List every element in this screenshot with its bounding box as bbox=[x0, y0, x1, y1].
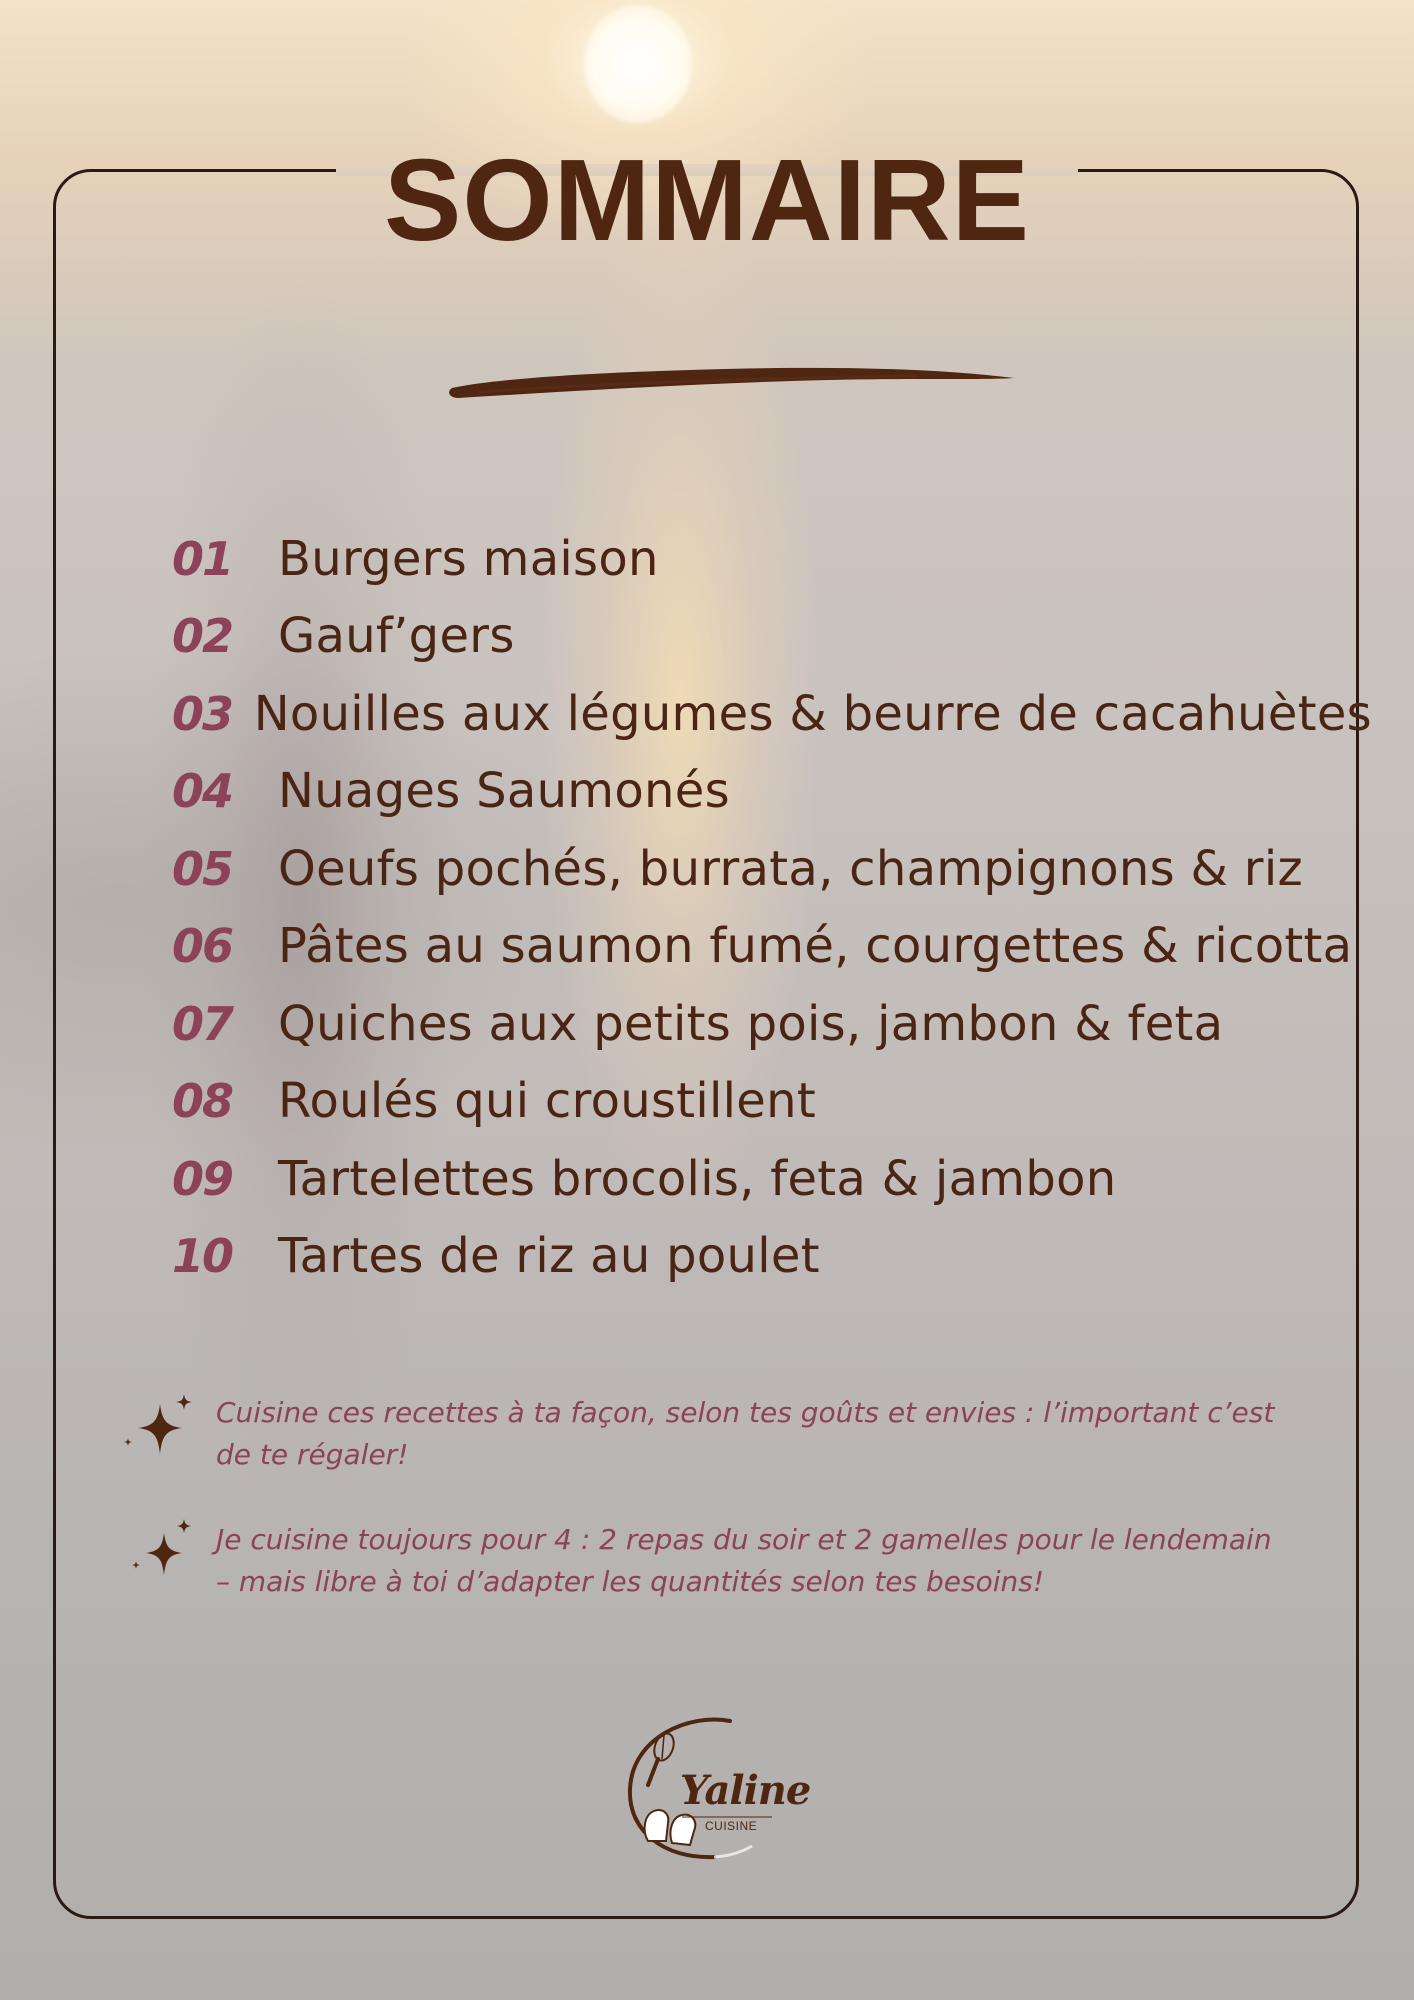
toc-item[interactable] bbox=[172, 1140, 1372, 1218]
toc-item[interactable] bbox=[172, 1063, 1372, 1141]
toc-label: Gauf’gers bbox=[278, 608, 515, 665]
toc-label: Tartelettes brocolis, feta & jambon bbox=[278, 1150, 1117, 1207]
table-of-contents bbox=[172, 520, 1372, 1295]
toc-number: 08 bbox=[172, 1074, 233, 1129]
toc-label: Burgers maison bbox=[278, 530, 659, 587]
toc-item[interactable] bbox=[172, 598, 1372, 676]
toc-number: 04 bbox=[172, 764, 233, 819]
toc-number: 03 bbox=[172, 686, 233, 741]
toc-label: Tartes de riz au poulet bbox=[278, 1228, 820, 1285]
toc-item[interactable] bbox=[172, 675, 1372, 753]
logo-subtitle: CUISINE bbox=[705, 1819, 758, 1833]
toc-item[interactable] bbox=[172, 753, 1372, 831]
toc-item[interactable] bbox=[172, 908, 1372, 986]
toc-label: Nouilles aux légumes & beurre de cacahuètes bbox=[253, 685, 1372, 742]
toc-number: 10 bbox=[172, 1229, 233, 1284]
whisk-icon bbox=[640, 1729, 680, 1789]
toc-number: 07 bbox=[172, 996, 233, 1051]
sparkle-icon bbox=[122, 1519, 192, 1589]
note-text: Cuisine ces recettes à ta façon, selon tes goûts et envies : l’important c’est de te régaler! bbox=[216, 1396, 1275, 1471]
toc-label: Quiches aux petits pois, jambon & feta bbox=[278, 995, 1224, 1052]
brush-stroke-divider bbox=[448, 358, 1018, 408]
toc-item[interactable] bbox=[172, 520, 1372, 598]
toc-label: Pâtes au saumon fumé, courgettes & ricotta bbox=[278, 918, 1353, 975]
toc-label: Nuages Saumonés bbox=[278, 763, 730, 820]
toc-label: Oeufs pochés, burrata, champignons & riz bbox=[278, 840, 1303, 897]
page-title: SOMMAIRE bbox=[384, 135, 1030, 265]
toc-number: 09 bbox=[172, 1151, 233, 1206]
toc-item[interactable] bbox=[172, 1218, 1372, 1296]
toc-item[interactable] bbox=[172, 830, 1372, 908]
toc-label: Roulés qui croustillent bbox=[278, 1073, 816, 1130]
sparkle-icon bbox=[122, 1392, 192, 1462]
logo-wordmark: Yaline bbox=[680, 1767, 811, 1814]
brand-logo[interactable] bbox=[620, 1715, 811, 1865]
toc-number: 02 bbox=[172, 609, 233, 664]
toc-number: 06 bbox=[172, 919, 233, 974]
toc-item[interactable] bbox=[172, 985, 1372, 1063]
note-text: Je cuisine toujours pour 4 : 2 repas du soir et 2 gamelles pour le lendemain – mais libre à toi d’adapter les quantités selon tes besoins! bbox=[216, 1523, 1272, 1598]
sun-background bbox=[584, 5, 692, 123]
toc-number: 01 bbox=[172, 531, 233, 586]
toc-number: 05 bbox=[172, 841, 233, 896]
